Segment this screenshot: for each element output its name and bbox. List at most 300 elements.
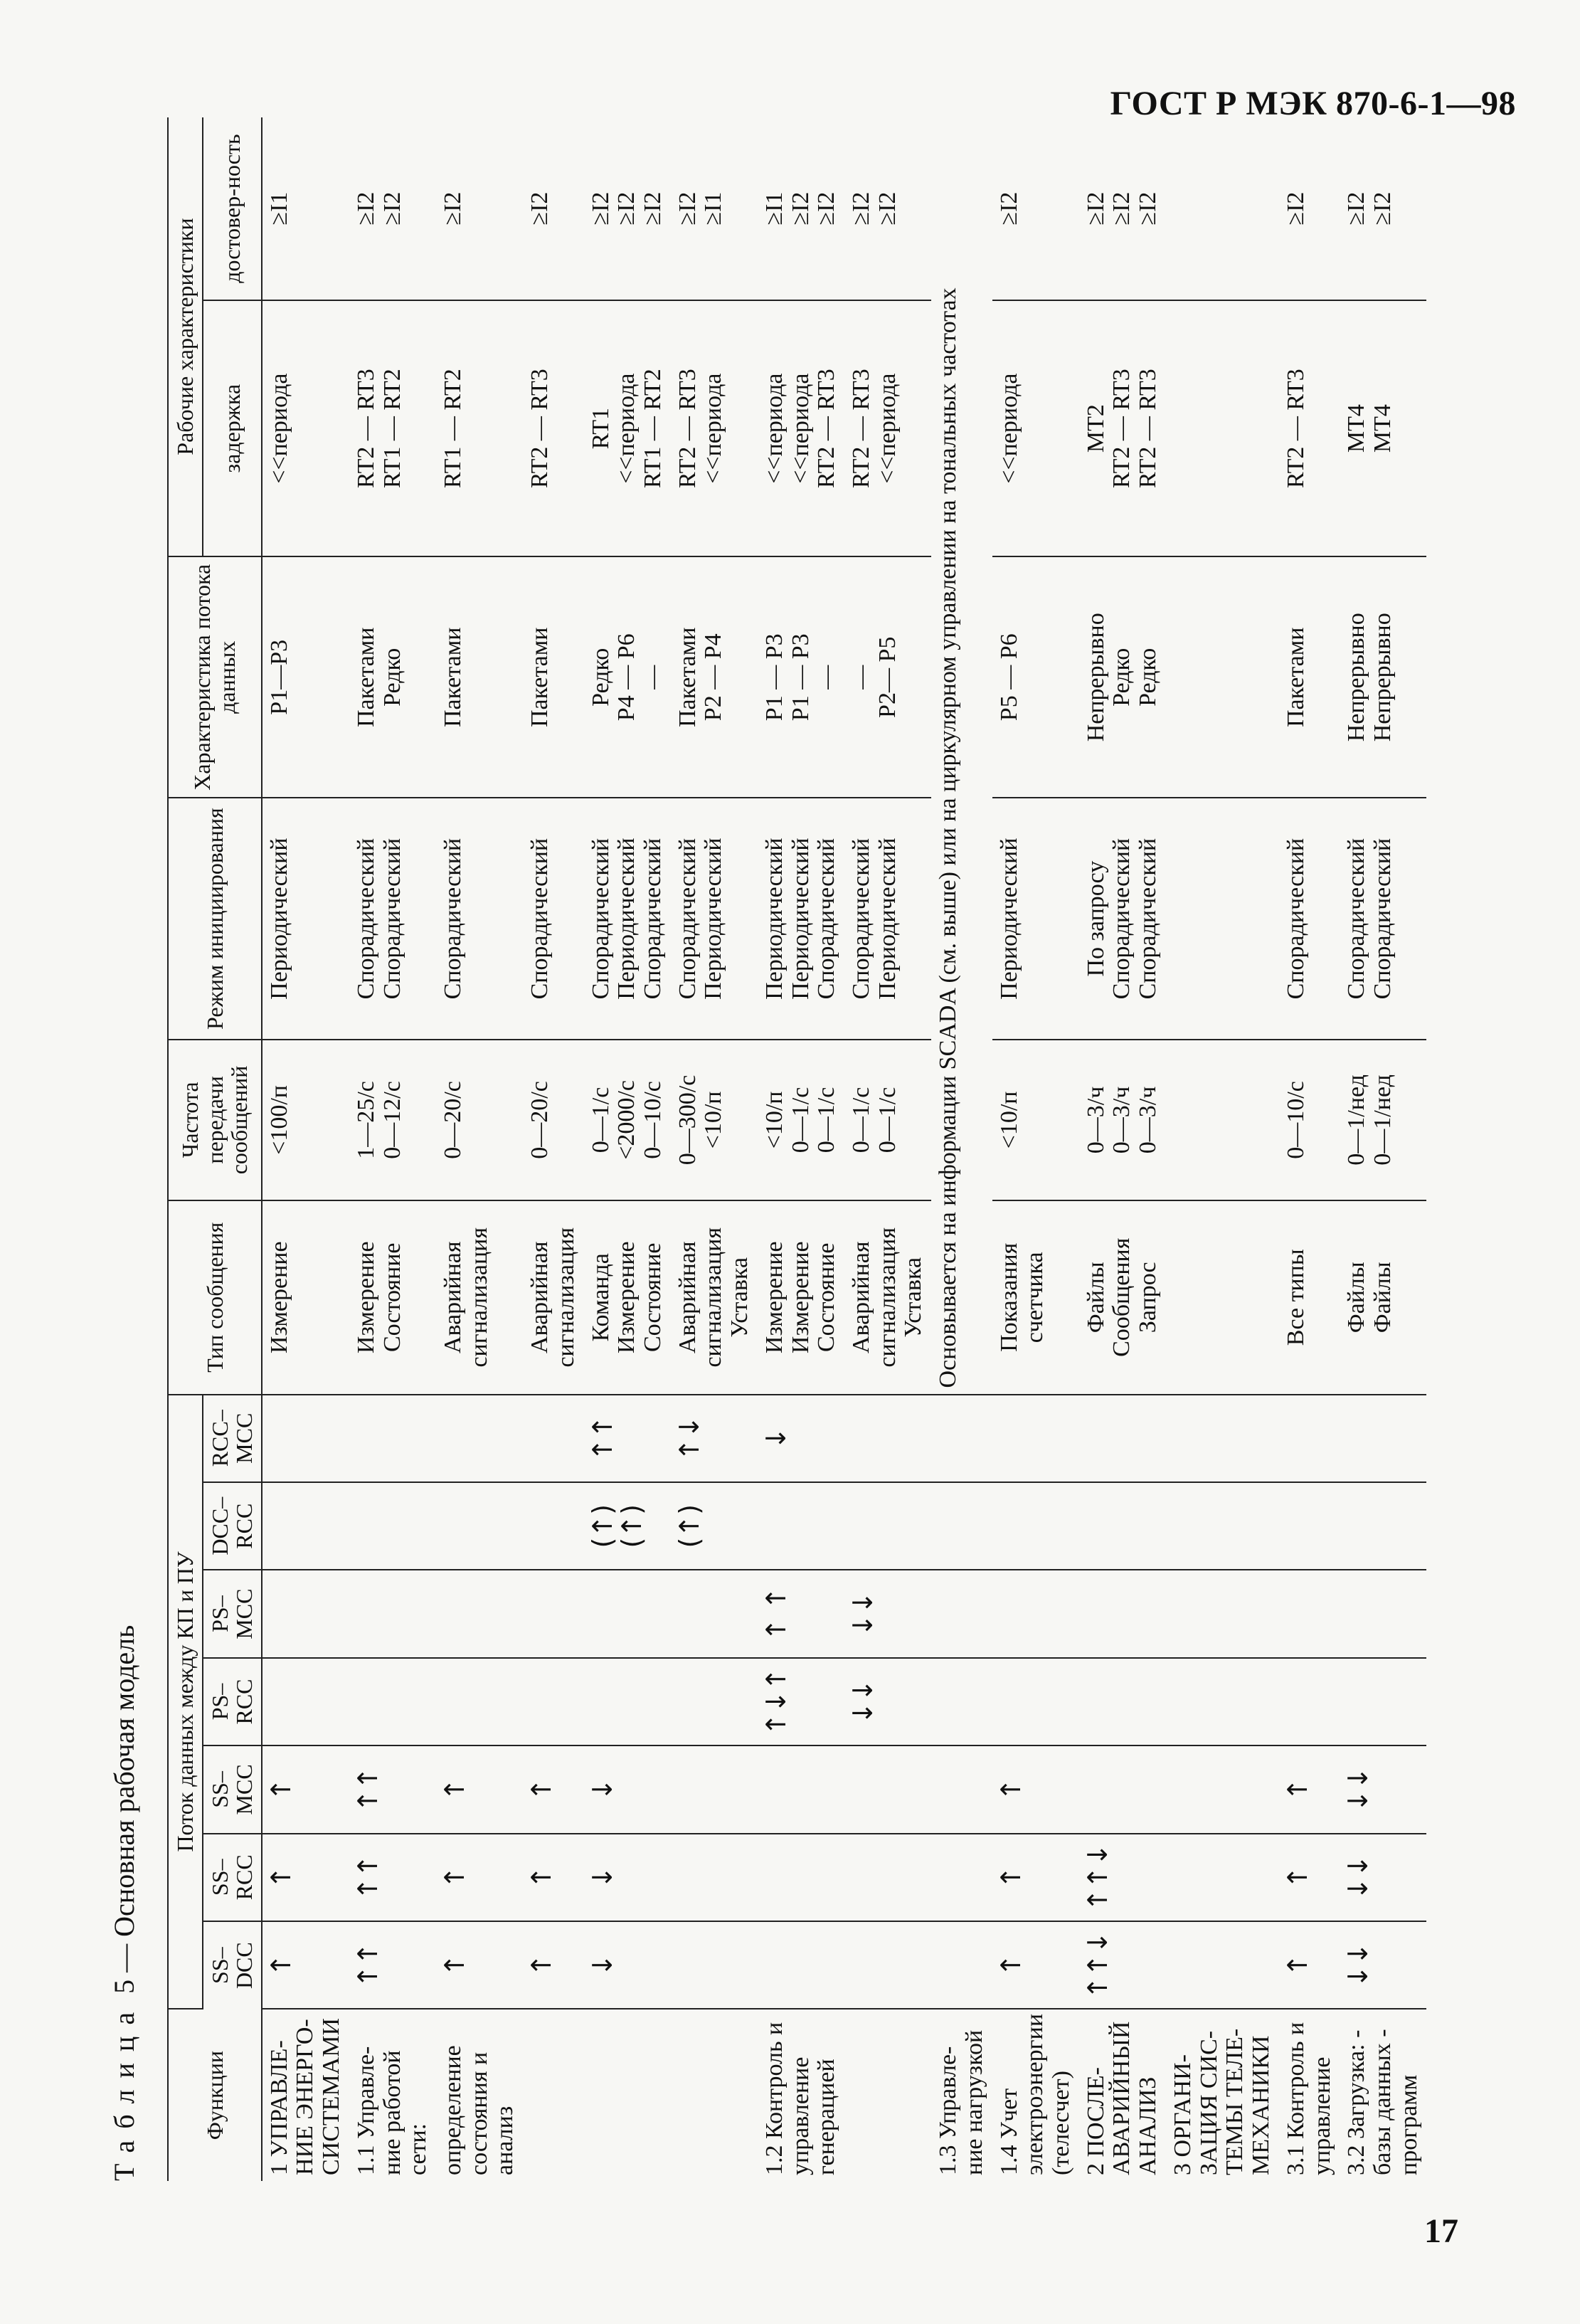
page-number: 17 [1424, 2212, 1458, 2250]
message-type-value: Команда [587, 1253, 614, 1342]
reliability-value: ≥I2 [639, 191, 666, 226]
reliability-value: ≥I2 [1108, 191, 1135, 226]
flow-arrow-cell [931, 1570, 992, 1657]
delay-value: <<периода [760, 373, 788, 484]
flow-char-cell [584, 556, 671, 798]
message-type-value: Аварийная сигнализация [674, 1227, 727, 1368]
flow-char-value: Редко [1108, 648, 1135, 707]
init-mode-value: Спорадический [352, 838, 379, 1000]
reliability-value: ≥I2 [1135, 191, 1162, 226]
flow-arrow-cell: ↑ [1279, 1834, 1340, 1921]
frequency-cell [523, 1040, 583, 1200]
flow-arrow-cell: ↑↑↓ [1079, 1921, 1166, 2009]
message-type-value: Файлы [1343, 1262, 1370, 1333]
message-type-value: Аварийная сигнализация [439, 1227, 492, 1368]
delay-cell [523, 300, 583, 556]
message-type-value: Запрос [1135, 1262, 1162, 1333]
table-row [436, 117, 523, 2181]
header-functions: Функции [168, 2009, 262, 2181]
flow-char-value: Редко [587, 648, 614, 707]
flow-arrow-cell [1079, 1570, 1166, 1657]
delay-cell [992, 300, 1079, 556]
table-body [262, 117, 1427, 2181]
frequency-cell [436, 1040, 523, 1200]
flow-char-cell [523, 556, 583, 798]
header-init-mode: Режим инициирования [168, 798, 262, 1039]
flow-arrow-cell: ↓↓ [1340, 1745, 1426, 1833]
flow-arrow-cell [931, 1658, 992, 1745]
frequency-value: <2000/с [613, 1080, 640, 1160]
flow-arrow-cell [992, 1482, 1079, 1570]
flow-char-value: Непрерывно [1082, 613, 1109, 742]
table-row [1340, 117, 1426, 2181]
flow-arrow-cell [1340, 1482, 1426, 1570]
reliability-value: ≥I2 [439, 191, 466, 226]
init-mode-value: Периодический [874, 838, 901, 1000]
message-type-cell [1079, 1200, 1166, 1395]
reliability-cell [262, 117, 349, 300]
flow-arrow-cell [1079, 1745, 1166, 1833]
delay-cell [1079, 300, 1166, 556]
flow-arrow-cell [436, 1658, 523, 1745]
frequency-cell [262, 1040, 349, 1200]
flow-arrow-cell: ↑ [992, 1745, 1079, 1833]
table-caption [92, 1625, 157, 2181]
frequency-cell [758, 1040, 844, 1200]
flow-arrow-cell [1340, 1658, 1426, 1745]
delay-cell [1279, 300, 1340, 556]
reliability-value: ≥I2 [352, 191, 379, 226]
flow-arrow-cell: ↑ [1279, 1921, 1340, 2009]
frequency-cell [1166, 1040, 1279, 1200]
init-mode-cell [671, 798, 758, 1039]
frequency-value: 0—3/ч [1108, 1086, 1135, 1154]
message-type-value: Измерение [787, 1241, 814, 1354]
frequency-value: 0—10/с [1282, 1081, 1309, 1159]
message-type-value: Аварийная сигнализация [848, 1227, 901, 1368]
function-cell: 3.2 Загрузка: - базы данных - программ [1343, 2029, 1422, 2175]
init-mode-value: Периодический [995, 838, 1022, 1000]
delay-value: RT2 — RT3 [352, 369, 379, 489]
flow-arrow-cell: ↑ [523, 1834, 583, 1921]
message-type-cell [523, 1200, 583, 1395]
table-caption-lead: Таблица [108, 2000, 140, 2181]
init-mode-cell [1340, 798, 1426, 1039]
reliability-value: ≥I2 [995, 191, 1022, 226]
flow-arrow-cell [1166, 1570, 1279, 1657]
flow-char-value: P1 — P3 [760, 633, 788, 722]
rotated-table-area [92, 46, 1422, 2181]
flow-arrow-cell: ↑ [1279, 1745, 1340, 1833]
delay-value: <<периода [874, 373, 901, 484]
message-type-value: Измерение [613, 1241, 640, 1354]
flow-arrow-cell [523, 1658, 583, 1745]
delay-value: RT2 — RT3 [1108, 369, 1135, 489]
frequency-cell [584, 1040, 671, 1200]
flow-char-cell [758, 556, 844, 798]
frequency-cell [671, 1040, 758, 1200]
reliability-value: ≥I1 [700, 191, 727, 226]
flow-arrow-cell [844, 1834, 931, 1921]
flow-arrow-cell: ↑ ↑ [758, 1570, 844, 1657]
message-type-cell [1166, 1200, 1279, 1395]
flow-arrow-cell [349, 1570, 436, 1657]
flow-arrow-cell: ↑ [436, 1834, 523, 1921]
message-type-cell [844, 1200, 931, 1395]
delay-cell [436, 300, 523, 556]
header-frequency: Частота передачи сообщений [168, 1040, 262, 1200]
flow-arrow-cell [349, 1658, 436, 1745]
flow-arrow-cell: ↑ [992, 1921, 1079, 2009]
flow-arrow-cell [1166, 1745, 1279, 1833]
flow-arrow-cell [758, 1921, 844, 2009]
flow-char-cell [349, 556, 436, 798]
function-cell: 3.1 Контроль и управление [1282, 2022, 1335, 2175]
message-type-value: Файлы [1369, 1262, 1396, 1333]
flow-arrow-cell [436, 1395, 523, 1482]
init-mode-value: Периодический [265, 838, 292, 1000]
flow-arrow-cell: (↑) [671, 1482, 758, 1570]
flow-arrow-cell [992, 1395, 1079, 1482]
flow-char-value: — [639, 665, 666, 690]
flow-arrow-cell [523, 1570, 583, 1657]
header-flow-col: PS–MCC [203, 1570, 262, 1657]
message-type-cell [584, 1200, 671, 1395]
delay-value: MT4 [1369, 404, 1396, 453]
flow-arrow-cell [349, 1482, 436, 1570]
reliability-value: ≥I2 [587, 191, 614, 226]
flow-char-value: Пакетами [439, 627, 466, 728]
function-cell: 1.1 Управле-ние работой сети: [352, 2046, 432, 2175]
table-row [523, 117, 583, 2181]
flow-char-cell [1166, 556, 1279, 798]
flow-arrow-cell [758, 1482, 844, 1570]
flow-arrow-cell [1079, 1658, 1166, 1745]
frequency-value: <100/п [265, 1085, 292, 1155]
frequency-value: 0—20/с [526, 1081, 553, 1159]
flow-arrow-cell: ↑↓ [671, 1395, 758, 1482]
delay-value: RT2 — RT3 [1282, 369, 1309, 489]
message-type-value: Сообщения [1108, 1237, 1135, 1357]
frequency-value: 0—300/с [674, 1074, 701, 1166]
message-type-cell [436, 1200, 523, 1395]
message-type-value: Состояние [639, 1242, 666, 1353]
flow-char-cell [436, 556, 523, 798]
function-cell: 3 ОРГАНИ-ЗАЦИЯ СИС-ТЕМЫ ТЕЛЕ-МЕХАНИКИ [1169, 2028, 1275, 2175]
flow-arrow-cell [992, 1570, 1079, 1657]
reliability-value: ≥I2 [848, 191, 875, 226]
reliability-value: ≥I1 [760, 191, 788, 226]
reliability-cell [584, 117, 671, 300]
table-row [758, 117, 844, 2181]
flow-arrow-cell [1166, 1482, 1279, 1570]
function-cell: 1.2 Контроль и управление генерацией [760, 2022, 840, 2175]
flow-arrow-cell: ↓ [584, 1745, 671, 1833]
flow-arrow-cell [1166, 1834, 1279, 1921]
flow-char-cell [1079, 556, 1166, 798]
flow-char-value: P2 — P4 [700, 633, 727, 722]
table-row [1166, 117, 1279, 2181]
frequency-value: 0—1/с [787, 1087, 814, 1153]
reliability-value: ≥I2 [613, 191, 640, 226]
init-mode-value: Спорадический [1135, 838, 1162, 1000]
message-type-cell [1279, 1200, 1340, 1395]
delay-value: RT1 — RT2 [439, 369, 466, 489]
flow-char-value: P1 — P3 [787, 633, 814, 722]
reliability-value: ≥I2 [1082, 191, 1109, 226]
flow-char-cell [992, 556, 1079, 798]
delay-value: RT2 — RT3 [526, 369, 553, 489]
header-flow-col: SS–MCC [203, 1745, 262, 1833]
init-mode-cell [262, 798, 349, 1039]
init-mode-value: Спорадический [1108, 838, 1135, 1000]
flow-arrow-cell [992, 1658, 1079, 1745]
full-width-note: Основывается на информации SCADA (см. выше) или на циркулярном управлении на тональных частотах [931, 117, 992, 1395]
reliability-cell [1079, 117, 1166, 300]
flow-char-value: Пакетами [674, 627, 701, 728]
header-reliability: достовер-ность [203, 117, 262, 300]
flow-char-value: Пакетами [352, 627, 379, 728]
function-cell: 2 ПОСЛЕ-АВАРИЙНЫЙ АНАЛИЗ [1082, 2021, 1162, 2175]
flow-arrow-cell [671, 1570, 758, 1657]
delay-cell [1340, 300, 1426, 556]
flow-char-value: P4 — P6 [613, 633, 640, 722]
header-flow-col: SS–DCC [203, 1921, 262, 2009]
init-mode-cell [523, 798, 583, 1039]
flow-arrow-cell [1079, 1395, 1166, 1482]
flow-char-cell [844, 556, 931, 798]
message-type-value: Состояние [813, 1242, 840, 1353]
delay-cell [584, 300, 671, 556]
flow-arrow-cell: ↓↓ [1340, 1921, 1426, 2009]
delay-value: RT2 — RT3 [813, 369, 840, 489]
flow-arrow-cell: ↑ [262, 1745, 349, 1833]
flow-char-value: Пакетами [526, 627, 553, 728]
reliability-cell [436, 117, 523, 300]
reliability-value: ≥I2 [813, 191, 840, 226]
flow-char-value: P5 — P6 [995, 633, 1022, 722]
frequency-value: 0—1/с [874, 1087, 901, 1153]
message-type-value: Уставка [900, 1257, 927, 1338]
reliability-cell [1166, 117, 1279, 300]
message-type-value: Состояние [378, 1242, 405, 1353]
flow-arrow-cell [1279, 1658, 1340, 1745]
reliability-cell [523, 117, 583, 300]
function-cell [844, 2009, 931, 2181]
flow-arrow-cell [1340, 1395, 1426, 1482]
message-type-cell [262, 1200, 349, 1395]
init-mode-value: Спорадический [1369, 838, 1396, 1000]
flow-arrow-cell [931, 1482, 992, 1570]
header-message-type: Тип сообщения [168, 1200, 262, 1395]
delay-cell [844, 300, 931, 556]
flow-arrow-cell [262, 1570, 349, 1657]
delay-value: RT1 — RT2 [639, 369, 666, 489]
delay-cell [1166, 300, 1279, 556]
flow-arrow-cell: ↑↑ [349, 1745, 436, 1833]
main-model-table [167, 117, 1426, 2181]
flow-arrow-cell [1279, 1570, 1340, 1657]
delay-cell [671, 300, 758, 556]
header-flow-col: RCC–MCC [203, 1395, 262, 1482]
init-mode-value: Спорадический [639, 838, 666, 1000]
page-header: ГОСТ Р МЭК 870-6-1—98 [1110, 85, 1516, 122]
header-flow-group: Поток данных между КП и ПУ [168, 1395, 203, 2009]
init-mode-value: Спорадический [526, 838, 553, 1000]
flow-arrow-cell [584, 1570, 671, 1657]
flow-arrow-cell [671, 1921, 758, 2009]
frequency-cell [992, 1040, 1079, 1200]
message-type-cell [992, 1200, 1079, 1395]
init-mode-cell [1166, 798, 1279, 1039]
reliability-cell [349, 117, 436, 300]
flow-arrow-cell: ↑↑ [349, 1834, 436, 1921]
flow-arrow-cell [844, 1745, 931, 1833]
frequency-cell [1340, 1040, 1426, 1200]
flow-arrow-cell: ↑ [523, 1921, 583, 2009]
flow-char-value: — [848, 665, 875, 690]
function-cell: 1.3 Управле-ние нагрузкой [935, 2029, 987, 2175]
reliability-value: ≥I2 [526, 191, 553, 226]
table-row [349, 117, 436, 2181]
delay-value: <<периода [700, 373, 727, 484]
frequency-value: 0—12/с [378, 1081, 405, 1159]
header-flow-col: PS–RCC [203, 1658, 262, 1745]
delay-value: <<периода [265, 373, 292, 484]
frequency-cell [1279, 1040, 1340, 1200]
flow-arrow-cell: ↑ [436, 1921, 523, 2009]
flow-arrow-cell: ↑↑↓ [1079, 1834, 1166, 1921]
init-mode-value: Периодический [613, 838, 640, 1000]
reliability-value: ≥I2 [1282, 191, 1309, 226]
init-mode-value: Спорадический [587, 838, 614, 1000]
delay-value: <<периода [787, 373, 814, 484]
init-mode-cell [844, 798, 931, 1039]
flow-arrow-cell [844, 1395, 931, 1482]
flow-char-value: P1—P3 [265, 639, 292, 715]
message-type-value: Все типы [1282, 1249, 1309, 1346]
message-type-value: Измерение [760, 1241, 788, 1354]
flow-arrow-cell [671, 1658, 758, 1745]
function-cell [523, 2009, 583, 2181]
reliability-cell [758, 117, 844, 300]
reliability-cell [992, 117, 1079, 300]
frequency-value: 0—1/с [587, 1087, 614, 1153]
message-type-cell [671, 1200, 758, 1395]
delay-value: RT2 — RT3 [674, 369, 701, 489]
frequency-value: 0—3/ч [1082, 1086, 1109, 1154]
init-mode-cell [758, 798, 844, 1039]
flow-arrow-cell: ↓ [584, 1834, 671, 1921]
init-mode-value: Спорадический [1282, 838, 1309, 1000]
reliability-value: ≥I2 [787, 191, 814, 226]
flow-arrow-cell: ↑ [523, 1745, 583, 1833]
flow-arrow-cell [931, 1395, 992, 1482]
frequency-cell [1079, 1040, 1166, 1200]
flow-arrow-cell: ↑ [262, 1834, 349, 1921]
flow-arrow-cell [931, 1834, 992, 1921]
frequency-value: 1—25/с [352, 1081, 379, 1159]
table-caption-text: 5 — Основная рабочая модель [108, 1625, 140, 1994]
reliability-value: ≥I1 [265, 191, 292, 226]
flow-char-value: Непрерывно [1343, 613, 1370, 742]
flow-char-cell [262, 556, 349, 798]
message-type-value: Файлы [1082, 1262, 1109, 1333]
flow-arrow-cell [262, 1482, 349, 1570]
function-cell: 1.4 Учет электроэнергии (телесчет) [995, 2013, 1075, 2175]
reliability-value: ≥I2 [1343, 191, 1370, 226]
flow-arrow-cell [523, 1395, 583, 1482]
table-row [1079, 117, 1166, 2181]
table-row [671, 117, 758, 2181]
flow-arrow-cell [844, 1482, 931, 1570]
init-mode-cell [584, 798, 671, 1039]
table-row [844, 117, 931, 2181]
flow-arrow-cell: ↓↓ [1340, 1834, 1426, 1921]
flow-arrow-cell [1340, 1570, 1426, 1657]
frequency-value: <10/п [995, 1091, 1022, 1149]
delay-cell [262, 300, 349, 556]
flow-arrow-cell [1279, 1482, 1340, 1570]
flow-arrow-cell [1166, 1921, 1279, 2009]
flow-arrow-cell: ↑↓↑ [758, 1658, 844, 1745]
flow-arrow-cell [436, 1570, 523, 1657]
reliability-cell [1340, 117, 1426, 300]
flow-arrow-cell: ↑ [262, 1921, 349, 2009]
flow-arrow-cell [262, 1395, 349, 1482]
flow-arrow-cell: ↑ [992, 1834, 1079, 1921]
frequency-cell [349, 1040, 436, 1200]
frequency-value: 0—20/с [439, 1081, 466, 1159]
table-row [992, 117, 1079, 2181]
delay-value: MT2 [1082, 404, 1109, 453]
flow-arrow-cell [349, 1395, 436, 1482]
flow-char-cell [1340, 556, 1426, 798]
init-mode-value: Спорадический [439, 838, 466, 1000]
table-row [262, 117, 349, 2181]
function-cell [671, 2009, 758, 2181]
message-type-value: Уставка [726, 1257, 753, 1338]
delay-value: MT4 [1343, 404, 1370, 453]
delay-value: RT2 — RT3 [848, 369, 875, 489]
reliability-cell [671, 117, 758, 300]
init-mode-value: Периодический [787, 838, 814, 1000]
flow-arrow-cell [931, 1745, 992, 1833]
header-flow-char: Характеристика потока данных [168, 556, 262, 798]
delay-value: RT2 — RT3 [1135, 369, 1162, 489]
flow-arrow-cell [758, 1834, 844, 1921]
message-type-cell [349, 1200, 436, 1395]
init-mode-cell [992, 798, 1079, 1039]
frequency-value: <10/п [700, 1091, 727, 1149]
flow-arrow-cell [523, 1482, 583, 1570]
frequency-value: 0—1/нед [1369, 1074, 1396, 1166]
flow-char-value: Пакетами [1282, 627, 1309, 728]
flow-char-value: Редко [378, 648, 405, 707]
flow-arrow-cell [584, 1658, 671, 1745]
init-mode-cell [1079, 798, 1166, 1039]
init-mode-value: Периодический [760, 838, 788, 1000]
frequency-cell [844, 1040, 931, 1200]
init-mode-value: Спорадический [674, 838, 701, 1000]
reliability-value: ≥I2 [378, 191, 405, 226]
function-cell: определение состояния и анализ [439, 2045, 519, 2175]
flow-arrow-cell: (↑)(↑) [584, 1482, 671, 1570]
reliability-value: ≥I2 [674, 191, 701, 226]
reliability-cell [1279, 117, 1340, 300]
flow-arrow-cell [758, 1745, 844, 1833]
flow-arrow-cell [671, 1834, 758, 1921]
